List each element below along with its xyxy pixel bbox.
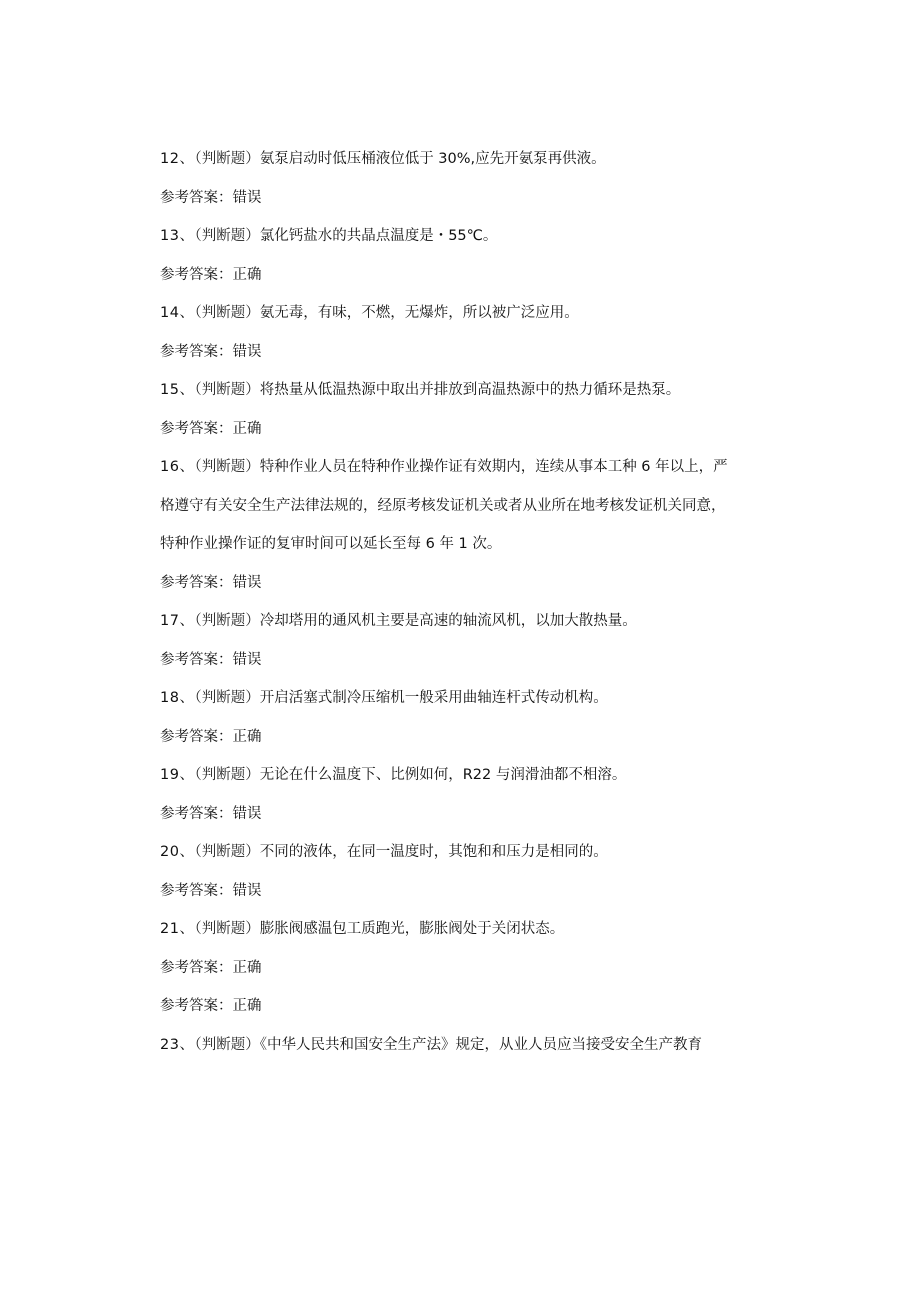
reference-answer: 参考答案：正确 xyxy=(160,420,262,437)
reference-answer: 参考答案：错误 xyxy=(160,651,262,668)
question-text: 将热量从低温热源中取出并排放到高温热源中的热力循环是热泵。 xyxy=(259,382,681,398)
question-number: 14、 xyxy=(160,305,195,321)
question-text: 不同的液体，在同一温度时，其饱和和压力是相同的。 xyxy=(259,844,608,860)
question-type: （判断题） xyxy=(194,305,260,321)
question-type: （判断题） xyxy=(194,151,260,167)
question-text: 冷却塔用的通风机主要是高速的轴流风机，以加大散热量。 xyxy=(259,613,637,629)
question-type: （判断题） xyxy=(194,921,260,937)
question-type: （判断题） xyxy=(194,1036,260,1053)
question-number: 13、 xyxy=(160,228,195,244)
reference-answer: 参考答案：错误 xyxy=(160,574,262,591)
question-text: 氯化钙盐水的共晶点温度是・55℃。 xyxy=(259,228,498,244)
reference-answer: 参考答案：正确 xyxy=(160,266,262,283)
question-text-continuation: 格遵守有关安全生产法律法规的，经原考核发证机关或者从业所在地考核发证机关同意， xyxy=(160,497,726,514)
reference-answer: 参考答案：正确 xyxy=(160,728,262,745)
reference-answer: 参考答案：错误 xyxy=(160,189,262,206)
question-number: 20、 xyxy=(160,844,195,860)
question-number: 23、 xyxy=(160,1036,195,1053)
question-line xyxy=(160,294,780,333)
reference-answer: 参考答案：正确 xyxy=(160,959,262,976)
question-line xyxy=(160,217,780,256)
question-list xyxy=(160,140,780,1064)
question-text: 无论在什么温度下、比例如何，R22 与润滑油都不相溶。 xyxy=(259,767,627,783)
question-number: 17、 xyxy=(160,613,195,629)
question-text: 开启活塞式制冷压缩机一般采用曲轴连杆式传动机构。 xyxy=(259,690,608,706)
question-text: 特种作业人员在特种作业操作证有效期内，连续从事本工种 6 年以上，严 xyxy=(259,459,728,475)
question-line xyxy=(160,679,780,718)
question-type: （判断题） xyxy=(194,228,260,244)
question-number: 18、 xyxy=(160,690,195,706)
question-text: 《中华人民共和国安全生产法》规定，从业人员应当接受安全生产教育 xyxy=(259,1036,702,1053)
question-number: 15、 xyxy=(160,382,195,398)
question-text: 氨泵启动时低压桶液位低于 30%,应先开氨泵再供液。 xyxy=(259,151,606,167)
reference-answer: 参考答案：错误 xyxy=(160,882,262,899)
question-line xyxy=(160,756,780,795)
question-line xyxy=(160,371,780,410)
question-number: 12、 xyxy=(160,151,195,167)
reference-answer: 参考答案：错误 xyxy=(160,805,262,822)
question-line xyxy=(160,910,780,949)
question-type: （判断题） xyxy=(194,382,260,398)
question-type: （判断题） xyxy=(194,613,260,629)
reference-answer: 参考答案：错误 xyxy=(160,343,262,360)
question-type: （判断题） xyxy=(194,690,260,706)
question-line xyxy=(160,448,780,487)
question-text: 膨胀阀感温包工质跑光，膨胀阀处于关闭状态。 xyxy=(259,921,565,937)
question-line xyxy=(160,833,780,872)
question-number: 21、 xyxy=(160,921,195,937)
question-text: 氨无毒，有味，不燃，无爆炸，所以被广泛应用。 xyxy=(259,305,579,321)
reference-answer: 参考答案：正确 xyxy=(160,998,262,1014)
question-line xyxy=(160,140,780,179)
question-type: （判断题） xyxy=(194,459,260,475)
question-text-continuation: 特种作业操作证的复审时间可以延长至每 6 年 1 次。 xyxy=(160,536,502,552)
question-type: （判断题） xyxy=(194,767,260,783)
question-number: 19、 xyxy=(160,767,195,783)
question-number: 16、 xyxy=(160,459,195,475)
question-type: （判断题） xyxy=(194,844,260,860)
question-line xyxy=(160,1026,780,1065)
question-line xyxy=(160,602,780,641)
